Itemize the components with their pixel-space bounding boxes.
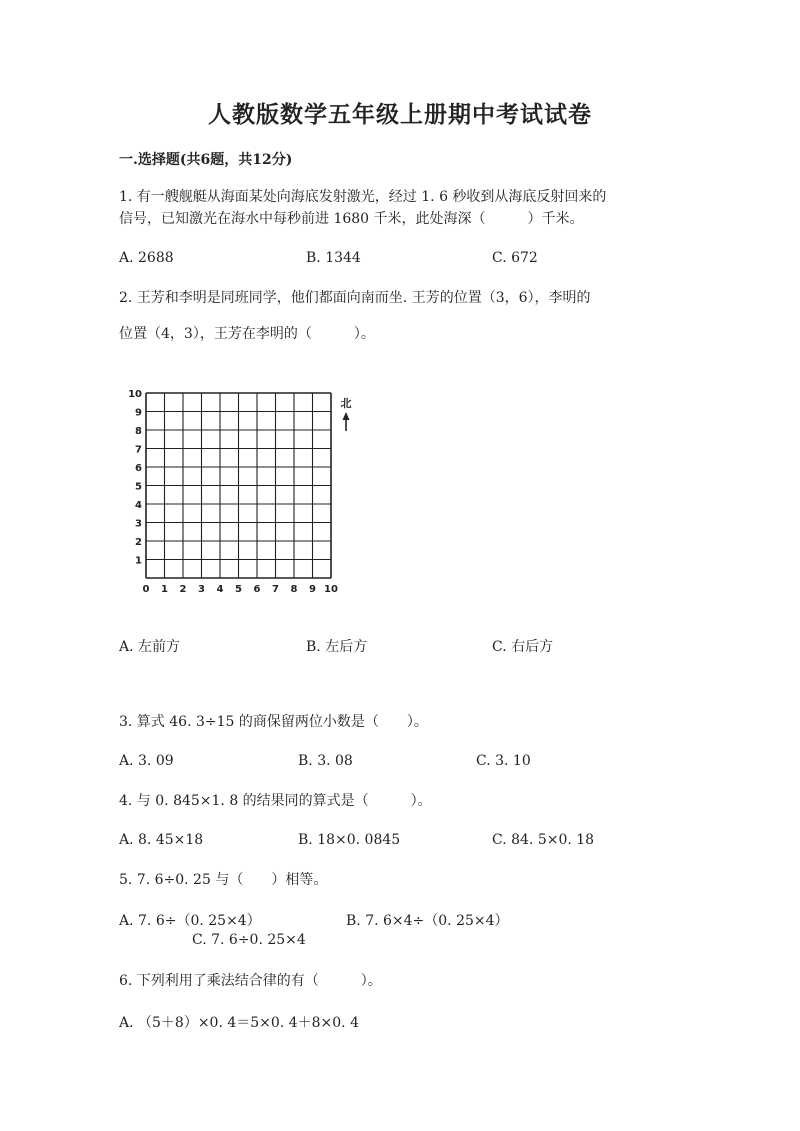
question-4-line-1: 4. 与 0. 845×1. 8 的结果同的算式是（ ）。	[119, 793, 432, 809]
y-axis-tick-label: 5	[135, 481, 142, 493]
y-axis-tick-label: 8	[135, 426, 142, 437]
x-axis-tick-label: 6	[253, 584, 261, 595]
x-axis-tick-label: 8	[290, 584, 298, 595]
coordinate-grid	[124, 385, 374, 600]
question-1-line-1: 1. 有一艘舰艇从海面某处向海底发射激光，经过 1. 6 秒收到从海底反射回来的	[119, 189, 607, 205]
question-3-option-b[interactable]: B. 3. 08	[298, 753, 353, 769]
y-axis-tick-label: 2	[135, 537, 142, 548]
north-arrow-icon	[343, 412, 350, 420]
question-5-option-b[interactable]: B. 7. 6×4÷（0. 25×4）	[346, 913, 509, 929]
coordinate-grid-figure	[124, 385, 374, 600]
x-axis-tick-label: 9	[309, 584, 316, 595]
question-4-option-b[interactable]: B. 18×0. 0845	[298, 832, 401, 848]
north-label: 北	[340, 397, 352, 410]
y-axis-tick-label: 9	[135, 407, 142, 419]
question-5-line-1: 5. 7. 6÷0. 25 与（ ）相等。	[119, 872, 328, 888]
question-6-line-1: 6. 下列利用了乘法结合律的有（ ）。	[119, 973, 382, 989]
question-1-option-a[interactable]: A. 2688	[119, 250, 174, 266]
question-5-option-a[interactable]: A. 7. 6÷（0. 25×4）	[119, 913, 261, 929]
question-4-option-a[interactable]: A. 8. 45×18	[119, 832, 204, 848]
question-1-option-c[interactable]: C. 672	[492, 250, 538, 266]
question-2-option-c[interactable]: C. 右后方	[492, 639, 554, 655]
question-3-option-a[interactable]: A. 3. 09	[119, 753, 174, 769]
section-heading: 一.选择题(共6题，共12分)	[119, 152, 293, 168]
question-2-line-1: 2. 王芳和李明是同班同学，他们都面向南而坐. 王芳的位置（3，6），李明的	[119, 290, 591, 306]
question-3-line-1: 3. 算式 46. 3÷15 的商保留两位小数是（ ）。	[119, 714, 428, 730]
question-5-option-c[interactable]: C. 7. 6÷0. 25×4	[192, 932, 306, 948]
x-axis-tick-label: 4	[216, 584, 224, 595]
y-axis-tick-label: 6	[135, 463, 142, 474]
question-2-option-a[interactable]: A. 左前方	[119, 639, 181, 655]
y-axis-tick-label: 4	[135, 500, 142, 511]
x-axis-tick-label: 3	[198, 584, 205, 595]
question-2-line-2: 位置（4，3），王芳在李明的（ ）。	[119, 326, 375, 342]
page-title: 人教版数学五年级上册期中考试试卷	[208, 101, 592, 128]
question-4-option-c[interactable]: C. 84. 5×0. 18	[492, 832, 595, 848]
question-1-line-2: 信号，已知激光在海水中每秒前进 1680 千米，此处海深（ ）千米。	[119, 211, 584, 227]
question-6-option-a[interactable]: A. （5＋8）×0. 4＝5×0. 4＋8×0. 4	[119, 1015, 359, 1031]
x-axis-tick-label: 1	[161, 584, 168, 595]
x-axis-tick-label: 2	[179, 584, 187, 595]
x-axis-tick-label: 0	[142, 584, 150, 595]
y-axis-tick-label: 10	[128, 389, 142, 400]
x-axis-tick-label: 7	[272, 584, 279, 595]
x-axis-tick-label: 5	[235, 584, 242, 595]
question-2-option-b[interactable]: B. 左后方	[306, 639, 368, 655]
y-axis-tick-label: 1	[135, 555, 142, 567]
y-axis-tick-label: 3	[135, 518, 142, 530]
question-1-option-b[interactable]: B. 1344	[306, 250, 361, 266]
question-3-option-c[interactable]: C. 3. 10	[476, 753, 531, 769]
x-axis-tick-label: 10	[324, 584, 338, 595]
y-axis-tick-label: 7	[135, 444, 142, 456]
